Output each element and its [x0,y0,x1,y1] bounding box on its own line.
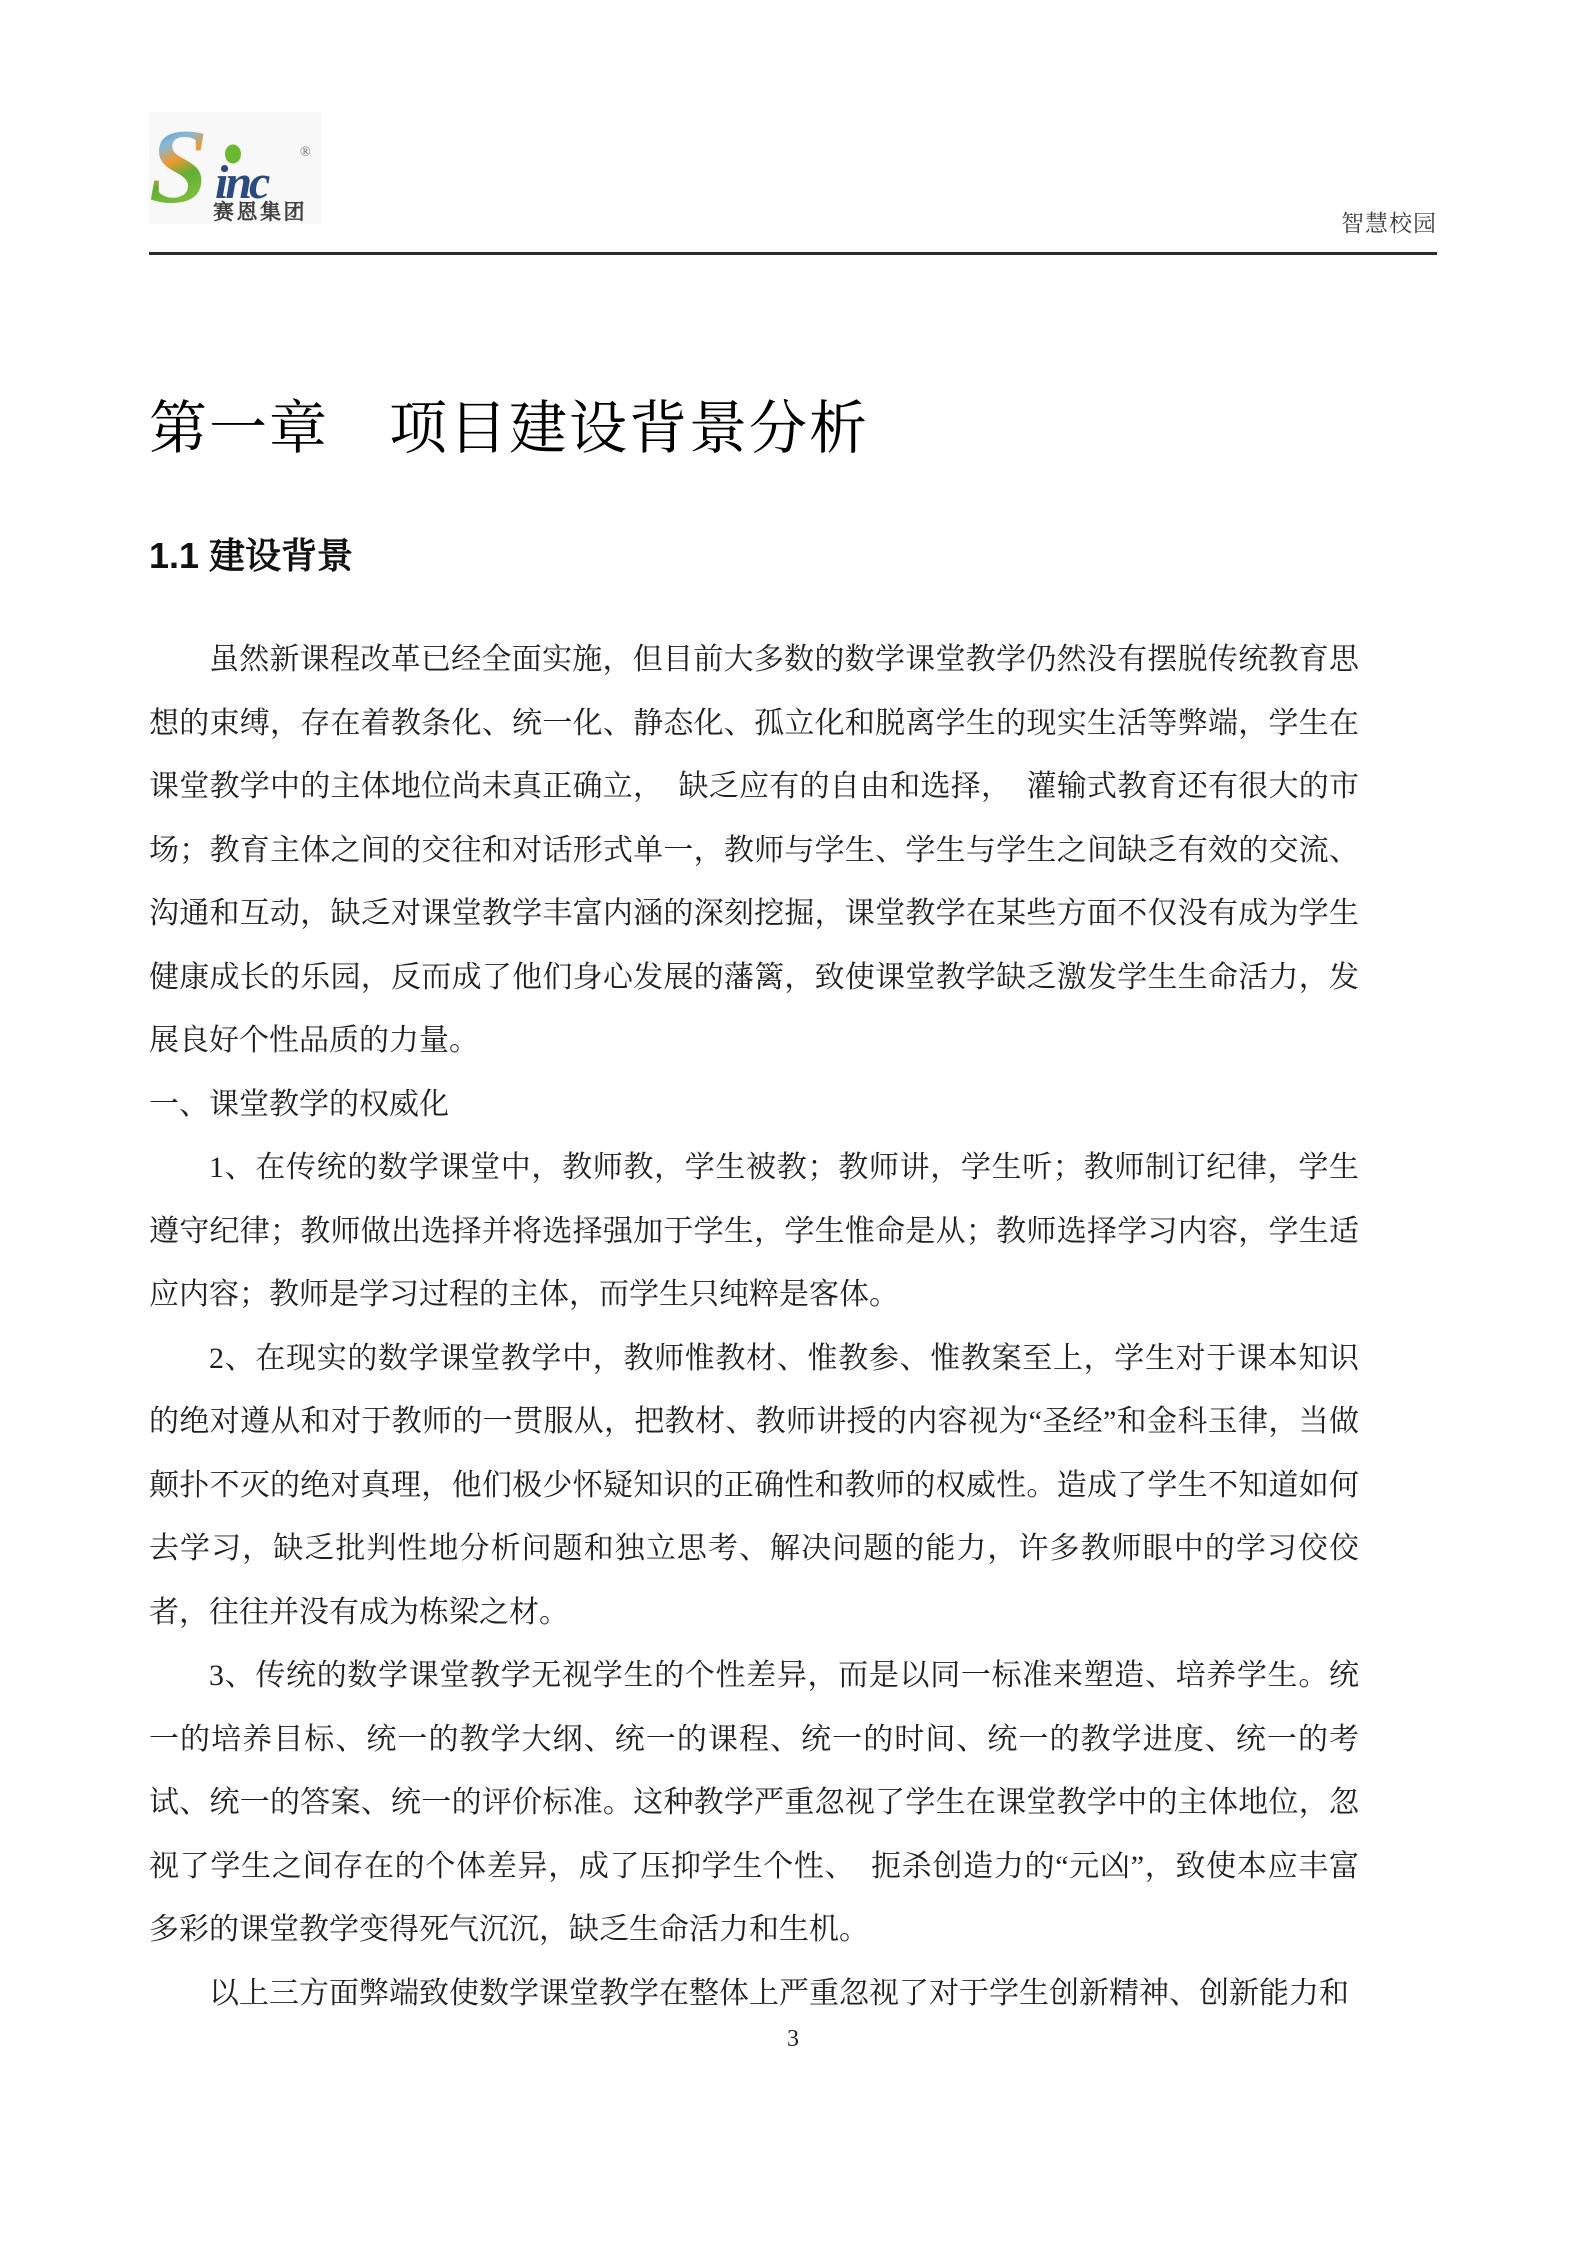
company-logo [149,112,321,224]
company-logo-graphic [149,112,321,224]
paragraph-list-heading: 一、课堂教学的权威化 [149,1087,449,1121]
body-text [149,628,1359,2025]
logo-company-name: 赛恩集团 [213,200,307,224]
logo-s-mark: S [149,112,208,224]
section-title: 1.1 建设背景 [149,535,354,576]
paragraph-point-1: 1、在传统的数学课堂中，教师教，学生被教；教师讲，学生听；教师制订纪律，学生遵守纪律；教师做出选择并将选择强加于学生，学生惟命是从；教师选择学习内容，学生适应内容；教师是学习过程的主体，而学生只纯粹是客体。 [149,1151,1359,1311]
page-footer [0,2026,1586,2053]
paragraph-point-3: 3、传统的数学课堂教学无视学生的个性差异，而是以同一标准来塑造、培养学生。统一的培养目标、统一的教学大纲、统一的课程、统一的时间、统一的教学进度、统一的考试、统一的答案、统一的评价标准。这种教学严重忽视了学生在课堂教学中的主体地位，忽视了学生之间存在的个体差异，成了压抑学生个性、 扼杀创造力的“元凶”，致使本应丰富多彩的课堂教学变得死气沉沉，缺乏生命活力和生机。 [149,1659,1359,1946]
paragraph-background-overview: 虽然新课程改革已经全面实施，但目前大多数的数学课堂教学仍然没有摆脱传统教育思想的束缚，存在着教条化、统一化、静态化、孤立化和脱离学生的现实生活等弊端，学生在课堂教学中的主体地位尚未真正确立， 缺乏应有的自由和选择， 灌输式教育还有很大的市场；教育主体之间的交往和对话形式单一，教师与学生、学生与学生之间缺乏有效的交流、沟通和互动，缺乏对课堂教学丰富内涵的深刻挖掘，课堂教学在某些方面不仅没有成为学生健康成长的乐园，反而成了他们身心发展的藩篱，致使课堂教学缺乏激发学生生命活力，发展良好个性品质的力量。 [149,643,1359,1057]
logo-registered-mark: ® [300,145,311,160]
paragraph-conclusion: 以上三方面弊端致使数学课堂教学在整体上严重忽视了对于学生创新精神、创新能力和 [209,1976,1349,2010]
header-divider [149,252,1437,255]
logo-brand-text: inc [215,156,268,209]
paragraph-point-2: 2、在现实的数学课堂教学中，教师惟教材、惟教参、惟教案至上，学生对于课本知识的绝对遵从和对于教师的一贯服从，把教材、教师讲授的内容视为“圣经”和金科玉律，当做颠扑不灭的绝对真理，他们极少怀疑知识的正确性和教师的权威性。造成了学生不知道如何去学习，缺乏批判性地分析问题和独立思考、解决问题的能力，许多教师眼中的学习佼佼者，往往并没有成为栋梁之材。 [149,1341,1359,1629]
chapter-title: 第一章 项目建设背景分析 [149,396,870,461]
header-label: 智慧校园 [1341,211,1437,236]
page-number: 3 [787,2026,799,2052]
